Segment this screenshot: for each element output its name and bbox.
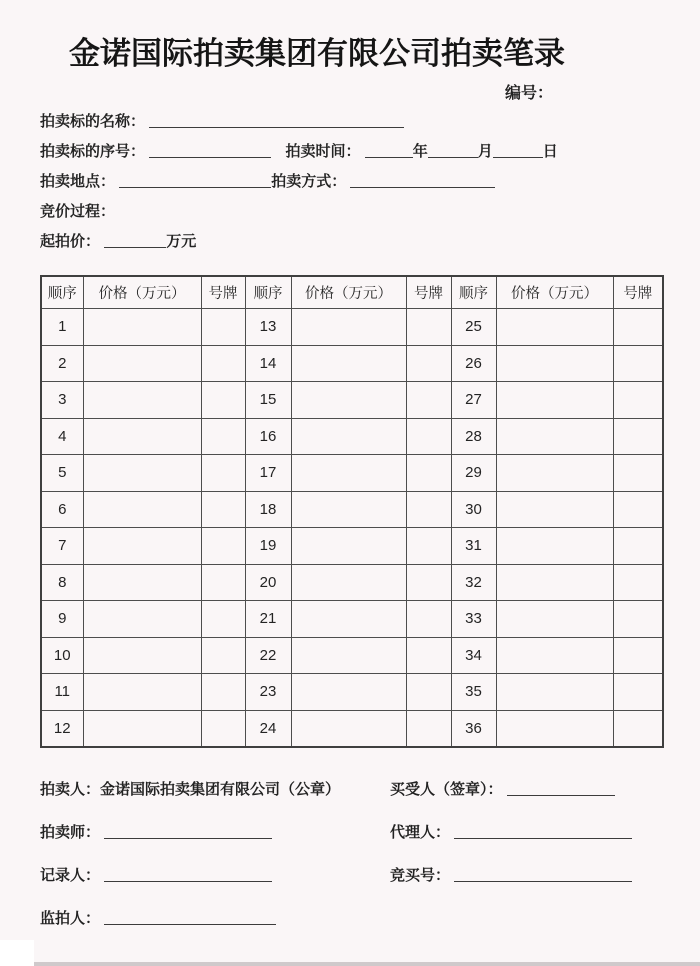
page-title: 金诺国际拍卖集团有限公司拍卖笔录 [69,36,565,71]
table-row [41,309,663,346]
table-row [41,382,663,419]
price-cell [291,637,406,674]
field-row-serial-time [40,142,558,162]
bid-number-label: 竞买号： [390,867,451,884]
bid-table [40,275,664,748]
year-label: 年 [412,143,428,160]
table-row [41,710,663,747]
price-cell [291,491,406,528]
price-cell [83,564,201,601]
agent-blank [454,825,632,839]
header-paddle-1: 号牌 [201,276,245,309]
table-row [41,528,663,565]
field-row-place-method [40,172,495,192]
paddle-cell [406,564,451,601]
month-label: 月 [477,143,493,160]
price-cell [496,309,613,346]
month-blank [428,144,478,158]
paddle-cell [406,418,451,455]
paddle-cell [406,382,451,419]
target-name-blank [149,114,404,128]
seq-cell: 31 [451,528,496,565]
price-cell [83,637,201,674]
field-row-bidding-process [40,202,115,222]
price-cell [83,674,201,711]
paddle-cell [201,564,245,601]
paddle-cell [201,455,245,492]
paddle-cell [201,674,245,711]
price-cell [83,382,201,419]
price-cell [496,418,613,455]
paddle-cell [613,637,663,674]
buyer-row [390,778,615,799]
target-name-label: 拍卖标的名称： [40,113,146,130]
seq-cell: 14 [245,345,291,382]
seq-cell: 10 [41,637,83,674]
price-cell [291,564,406,601]
seq-cell: 21 [245,601,291,638]
price-cell [291,674,406,711]
paddle-cell [613,674,663,711]
header-seq-3: 顺序 [451,276,496,309]
year-blank [365,144,413,158]
header-price-3: 价格（万元） [496,276,613,309]
recorder-label: 记录人： [40,867,101,884]
auctioneer-label: 拍卖人： [40,781,101,798]
start-price-unit: 万元 [166,233,197,250]
paddle-cell [201,637,245,674]
seq-cell: 8 [41,564,83,601]
paddle-cell [201,528,245,565]
header-price-1: 价格（万元） [83,276,201,309]
seq-cell: 17 [245,455,291,492]
seq-cell: 15 [245,382,291,419]
seq-cell: 20 [245,564,291,601]
seq-cell: 24 [245,710,291,747]
price-cell [291,710,406,747]
seq-cell: 6 [41,491,83,528]
price-cell [496,564,613,601]
seq-cell: 27 [451,382,496,419]
paddle-cell [201,491,245,528]
paddle-cell [406,637,451,674]
table-row [41,637,663,674]
price-cell [291,418,406,455]
agent-label: 代理人： [390,824,451,841]
seq-cell: 29 [451,455,496,492]
paddle-cell [406,528,451,565]
supervisor-row [40,907,276,928]
auctioneer-row [40,778,340,799]
recorder-blank [104,868,272,882]
seq-cell: 13 [245,309,291,346]
price-cell [83,710,201,747]
paddle-cell [613,564,663,601]
paddle-cell [613,382,663,419]
price-cell [496,528,613,565]
auction-method-blank [350,174,495,188]
paddle-cell [201,382,245,419]
target-serial-blank [149,144,271,158]
paddle-cell [201,309,245,346]
price-cell [83,528,201,565]
header-seq-1: 顺序 [41,276,83,309]
price-cell [291,345,406,382]
table-row [41,418,663,455]
scan-white-corner [0,940,34,966]
field-row-start-price [40,232,196,252]
paddle-cell [201,418,245,455]
agent-row [390,821,632,842]
paddle-cell [406,455,451,492]
table-row [41,601,663,638]
paddle-cell [201,601,245,638]
seq-cell: 18 [245,491,291,528]
seq-cell: 28 [451,418,496,455]
header-paddle-3: 号牌 [613,276,663,309]
paddle-cell [613,418,663,455]
header-seq-2: 顺序 [245,276,291,309]
field-row-target-name [40,112,404,132]
bid-number-row [390,864,632,885]
seq-cell: 26 [451,345,496,382]
auction-master-row [40,821,272,842]
table-row [41,674,663,711]
seq-cell: 12 [41,710,83,747]
seq-cell: 30 [451,491,496,528]
price-cell [496,637,613,674]
bidding-process-label: 竞价过程： [40,203,116,220]
price-cell [291,601,406,638]
price-cell [496,382,613,419]
auction-master-blank [104,825,272,839]
seq-cell: 36 [451,710,496,747]
seq-cell: 32 [451,564,496,601]
price-cell [291,528,406,565]
price-cell [496,345,613,382]
price-cell [83,345,201,382]
auction-place-label: 拍卖地点： [40,173,116,190]
auction-method-label: 拍卖方式： [271,173,347,190]
table-row [41,564,663,601]
paddle-cell [613,491,663,528]
seq-cell: 34 [451,637,496,674]
price-cell [291,309,406,346]
seq-cell: 3 [41,382,83,419]
buyer-label: 买受人（签章）： [390,781,503,798]
seq-cell: 22 [245,637,291,674]
paddle-cell [613,455,663,492]
paddle-cell [613,345,663,382]
buyer-blank [507,782,615,796]
seq-cell: 7 [41,528,83,565]
price-cell [496,491,613,528]
seq-cell: 33 [451,601,496,638]
seq-cell: 16 [245,418,291,455]
paddle-cell [406,309,451,346]
table-row [41,345,663,382]
day-label: 日 [542,143,558,160]
paddle-cell [406,674,451,711]
paddle-cell [613,710,663,747]
auctioneer-name: 金诺国际拍卖集团有限公司（公章） [100,781,341,798]
seq-cell: 25 [451,309,496,346]
price-cell [83,455,201,492]
paddle-cell [406,491,451,528]
paddle-cell [201,710,245,747]
price-cell [83,309,201,346]
seq-cell: 9 [41,601,83,638]
scan-bottom-shadow [34,962,700,966]
seq-cell: 4 [41,418,83,455]
paddle-cell [406,601,451,638]
day-blank [493,144,543,158]
paddle-cell [613,309,663,346]
table-header-row [41,276,663,309]
start-price-blank [104,234,166,248]
price-cell [496,710,613,747]
price-cell [83,601,201,638]
table-row [41,491,663,528]
auction-time-label: 拍卖时间： [285,143,361,160]
seq-cell: 1 [41,309,83,346]
recorder-row [40,864,272,885]
auction-place-blank [119,174,271,188]
header-price-2: 价格（万元） [291,276,406,309]
paddle-cell [613,601,663,638]
seq-cell: 35 [451,674,496,711]
paddle-cell [613,528,663,565]
serial-number-label: 编号： [505,85,554,102]
bid-number-blank [454,868,632,882]
seq-cell: 5 [41,455,83,492]
seq-cell: 23 [245,674,291,711]
price-cell [496,601,613,638]
price-cell [496,455,613,492]
auction-master-label: 拍卖师： [40,824,101,841]
target-serial-label: 拍卖标的序号： [40,143,146,160]
start-price-label: 起拍价： [40,233,101,250]
paddle-cell [406,345,451,382]
table-row [41,455,663,492]
price-cell [291,455,406,492]
seq-cell: 11 [41,674,83,711]
price-cell [291,382,406,419]
price-cell [83,491,201,528]
price-cell [83,418,201,455]
paddle-cell [406,710,451,747]
header-paddle-2: 号牌 [406,276,451,309]
seq-cell: 2 [41,345,83,382]
paddle-cell [201,345,245,382]
supervisor-label: 监拍人： [40,910,101,927]
price-cell [496,674,613,711]
seq-cell: 19 [245,528,291,565]
supervisor-blank [104,911,276,925]
